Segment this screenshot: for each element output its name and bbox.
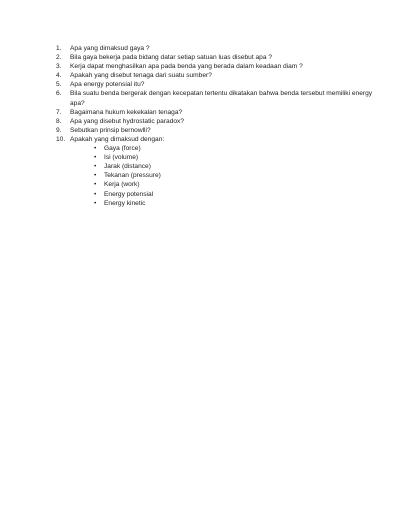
question-number: 6. [56,90,62,98]
subitem-text: Kerja (work) [104,181,140,189]
question-item [56,71,376,80]
question-item [56,62,376,71]
question-number: 10. [56,135,66,143]
question-text: Apa yang dimaksud gaya ? [70,45,150,52]
subitem [94,190,376,199]
subitem [94,180,376,189]
bullet-icon: • [94,199,97,207]
bullet-icon: • [94,190,97,198]
question-number: 4. [56,72,62,80]
question-item [56,108,376,117]
subitem-text: Energy potensial [104,190,154,198]
question-text: Bila gaya bekerja pada bidang datar setiap satuan luas disebut apa ? [70,54,272,62]
question-text: Apa energy potensial itu? [70,81,145,89]
question-item [56,117,376,126]
subitem-list [94,144,376,208]
subitem-text: Energy kinetic [104,199,146,207]
subitem-text: Tekanan (pressure) [104,172,161,180]
bullet-icon: • [94,154,97,162]
bullet-icon: • [94,163,97,171]
subitem [94,162,376,171]
question-list [56,44,376,208]
question-text: Apakah yang disebut tenaga dari suatu sumber? [70,72,212,80]
question-item [56,135,376,208]
question-text: Apakah yang dimaksud dengan: [70,135,165,143]
question-number: 5. [56,81,62,89]
subitem [94,199,376,208]
question-number: 1. [56,45,62,52]
question-item [56,44,376,53]
question-number: 2. [56,54,62,62]
subitem [94,171,376,180]
question-item [56,53,376,62]
question-item [56,126,376,135]
question-item [56,80,376,89]
question-item [56,89,376,107]
subitem [94,153,376,162]
bullet-icon: • [94,181,97,189]
question-text: Bagaimana hukum kekekalan tenaga? [70,108,183,116]
subitem-text: Gaya (force) [104,145,141,153]
subitem-text: Jarak (distance) [104,163,151,171]
bullet-icon: • [94,145,97,153]
question-text: Bila suatu benda bergerak dengan kecepatan tertentu dikatakan bahwa benda tersebut memiliki energy apa? [70,90,373,107]
question-text: Apa yang disebut hydrostatic paradox? [70,117,184,125]
subitem [94,144,376,153]
question-number: 3. [56,63,62,71]
question-text: Sebutkan prinsip bernowlli? [70,126,151,134]
question-number: 9. [56,126,62,134]
question-number: 7. [56,108,62,116]
question-text: Kerja dapat menghasilkan apa pada benda yang berada dalam keadaan diam ? [70,63,303,71]
bullet-icon: • [94,172,97,180]
question-number: 8. [56,117,62,125]
subitem-text: Isi (volume) [104,154,139,162]
